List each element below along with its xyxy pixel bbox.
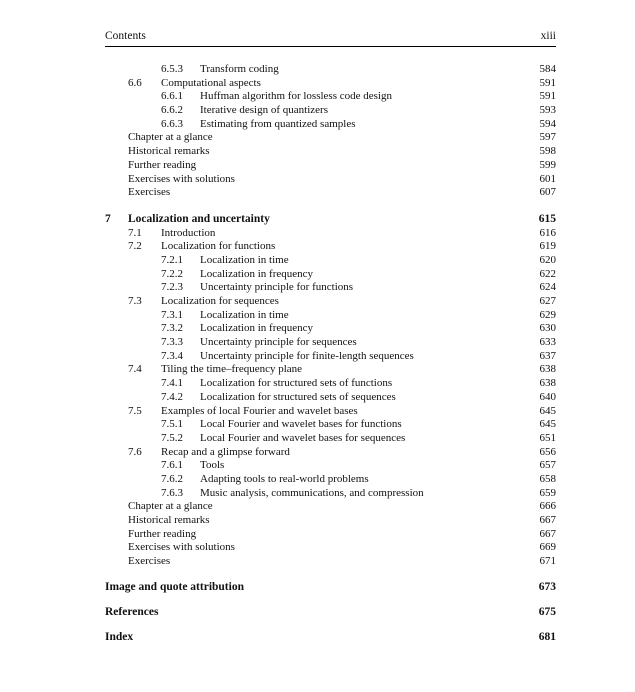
entry-title: Huffman algorithm for lossless code design: [200, 90, 392, 103]
entry-title: Image and quote attribution: [105, 580, 244, 593]
entry-page: 659: [539, 486, 556, 499]
entry-number: 7.2.3: [161, 281, 183, 294]
entry-page: 658: [539, 472, 556, 485]
entry-number: 6.6.2: [161, 104, 183, 117]
entry-page: 597: [539, 131, 556, 144]
entry-left: [105, 173, 235, 187]
entry-left: [105, 473, 369, 487]
table-of-contents: [105, 63, 556, 569]
entry-left: [105, 377, 392, 391]
entry-left: [105, 405, 358, 419]
toc-entry: [105, 541, 556, 555]
entry-title: Recap and a glimpse forward: [161, 445, 290, 458]
entry-title: Chapter at a glance: [128, 500, 213, 513]
toc-entry: [105, 90, 556, 104]
entry-left: [105, 541, 235, 555]
entry-left: [105, 281, 353, 295]
entry-left: [105, 227, 215, 241]
entry-page: 598: [539, 145, 556, 158]
toc-entry: [105, 159, 556, 173]
entry-number: 7.4.1: [161, 377, 183, 390]
entry-left: [105, 500, 213, 514]
entry-number: 6.6: [128, 76, 142, 89]
entry-title: Uncertainty principle for finite-length sequences: [200, 349, 414, 362]
entry-page: 620: [539, 253, 556, 266]
entry-left: [105, 322, 313, 336]
entry-title: Exercises with solutions: [128, 172, 235, 185]
toc-entry: [105, 63, 556, 77]
toc-entry: [105, 581, 556, 595]
entry-left: [105, 268, 313, 282]
entry-title: References: [105, 605, 159, 618]
entry-left: [105, 159, 196, 173]
entry-left: [105, 90, 392, 104]
entry-left: [105, 336, 357, 350]
entry-number: 7.6.3: [161, 486, 183, 499]
entry-page: 593: [539, 104, 556, 117]
entry-left: [105, 63, 279, 77]
entry-page: 640: [539, 390, 556, 403]
entry-title: Localization in frequency: [200, 322, 314, 335]
entry-page: 601: [539, 172, 556, 185]
entry-page: 624: [539, 281, 556, 294]
toc-entry: [105, 418, 556, 432]
entry-title: Iterative design of quantizers: [200, 104, 328, 117]
entry-title: Tiling the time–frequency plane: [161, 363, 303, 376]
toc-entry: [105, 405, 556, 419]
entry-number: 7.2.2: [161, 267, 183, 280]
toc-entry: [105, 514, 556, 528]
entry-left: [105, 363, 302, 377]
entry-left: [105, 295, 279, 309]
entry-title: Computational aspects: [161, 76, 261, 89]
entry-page: 615: [538, 212, 556, 225]
entry-title: Local Fourier and wavelet bases for sequences: [200, 431, 406, 444]
entry-title: Transform coding: [200, 63, 279, 75]
entry-page: 591: [539, 90, 556, 103]
entry-page: 627: [539, 295, 556, 307]
entry-number: 6.6.3: [161, 117, 183, 130]
entry-left: [105, 391, 396, 405]
entry-left: [105, 555, 170, 569]
entry-title: Index: [105, 631, 134, 644]
toc-entry: [105, 377, 556, 391]
entry-left: [105, 446, 290, 460]
entry-page: 637: [539, 349, 556, 362]
entry-page: 681: [538, 631, 556, 644]
toc-entry: [105, 446, 556, 460]
entry-number: 7.3: [128, 295, 142, 307]
chapter-partial-block: [105, 63, 556, 200]
entry-left: [105, 77, 261, 91]
entry-number: 7.3.4: [161, 349, 183, 362]
toc-entry: [105, 254, 556, 268]
entry-left: [105, 131, 213, 145]
entry-number: 7: [105, 212, 111, 225]
entry-title: Localization in frequency: [200, 267, 314, 280]
entry-title: Further reading: [128, 158, 197, 171]
toc-entry: [105, 145, 556, 159]
entry-title: Exercises: [128, 555, 171, 568]
toc-entry: [105, 432, 556, 446]
entry-page: 630: [539, 322, 556, 335]
chapter-block: [105, 213, 556, 569]
entry-number: 7.3.1: [161, 308, 183, 321]
entry-page: 629: [539, 308, 556, 321]
toc-entry: [105, 227, 556, 241]
toc-entry: [105, 459, 556, 473]
entry-title: Localization for structured sets of functions: [200, 377, 393, 390]
entry-title: Localization in time: [200, 308, 289, 321]
entry-number: 7.5.1: [161, 418, 183, 431]
header-title: Contents: [105, 30, 146, 42]
entry-title: Music analysis, communications, and compression: [200, 486, 424, 499]
toc-entry: [105, 104, 556, 118]
entry-title: Introduction: [161, 226, 216, 239]
toc-entry: [105, 268, 556, 282]
entry-left: [105, 240, 275, 254]
entry-title: Uncertainty principle for functions: [200, 281, 354, 294]
entry-number: 7.2.1: [161, 253, 183, 266]
entry-number: 6.5.3: [161, 63, 183, 75]
entry-page: 656: [539, 445, 556, 458]
entry-title: Historical remarks: [128, 145, 210, 158]
entry-number: 7.3.2: [161, 322, 183, 335]
entry-page: 584: [539, 63, 556, 75]
entry-left: [105, 514, 210, 528]
entry-title: Localization in time: [200, 253, 289, 266]
entry-left: [105, 309, 289, 323]
entry-page: 607: [539, 186, 556, 199]
entry-left: [105, 418, 402, 432]
entry-number: 7.5.2: [161, 431, 183, 444]
toc-entry: [105, 363, 556, 377]
toc-entry: [105, 131, 556, 145]
entry-title: Localization and uncertainty: [128, 212, 270, 225]
toc-entry: [105, 186, 556, 200]
entry-page: 666: [539, 500, 556, 513]
entry-number: 7.4.2: [161, 390, 183, 403]
entry-title: Historical remarks: [128, 514, 210, 526]
entry-page: 591: [539, 76, 556, 89]
entry-number: 6.6.1: [161, 90, 183, 103]
entry-title: Local Fourier and wavelet bases for functions: [200, 418, 402, 431]
header-page-number: xiii: [540, 30, 556, 42]
entry-left: [105, 186, 170, 200]
entry-page: 675: [538, 605, 556, 618]
toc-entry: [105, 487, 556, 501]
entry-left: [105, 145, 210, 159]
entry-left: [105, 254, 289, 268]
toc-entry: [105, 240, 556, 254]
toc-entry: [105, 473, 556, 487]
entry-number: 7.4: [128, 363, 142, 376]
toc-entry: [105, 118, 556, 132]
page-content: [105, 0, 556, 645]
toc-entry: [105, 281, 556, 295]
entry-number: 7.6.2: [161, 472, 183, 485]
entry-page: 651: [539, 431, 556, 444]
entry-left: [105, 104, 328, 118]
header-rule: [105, 46, 556, 47]
entry-left: [105, 487, 424, 501]
entry-title: Localization for functions: [161, 240, 276, 253]
entry-page: 633: [539, 336, 556, 349]
entry-page: 667: [539, 527, 556, 540]
toc-entry: [105, 173, 556, 187]
entry-title: Tools: [200, 459, 225, 472]
toc-entry: [105, 350, 556, 364]
toc-entry: [105, 295, 556, 309]
running-header: [105, 30, 556, 42]
entry-page: 594: [539, 117, 556, 130]
entry-number: 7.6: [128, 445, 142, 458]
entry-title: Localization for structured sets of sequences: [200, 390, 396, 403]
toc-entry: [105, 631, 556, 645]
entry-left: [105, 118, 356, 132]
entry-number: 7.3.3: [161, 336, 183, 349]
entry-page: 638: [539, 363, 556, 376]
toc-entry: [105, 309, 556, 323]
entry-page: 645: [539, 404, 556, 417]
entry-page: 667: [539, 514, 556, 526]
entry-number: 7.1: [128, 226, 142, 239]
entry-number: 7.2: [128, 240, 142, 253]
toc-entry: [105, 336, 556, 350]
entry-title: Adapting tools to real-world problems: [200, 472, 369, 485]
entry-left: [105, 459, 224, 473]
entry-left: [105, 213, 270, 227]
toc-entry: [105, 213, 556, 227]
toc-entry: [105, 528, 556, 542]
entry-title: Localization for sequences: [161, 295, 279, 307]
entry-title: Exercises with solutions: [128, 541, 235, 554]
entry-page: 657: [539, 459, 556, 472]
toc-entry: [105, 391, 556, 405]
backmatter-entries: [105, 581, 556, 645]
entry-left: [105, 432, 405, 446]
entry-page: 669: [539, 541, 556, 554]
entry-title: Examples of local Fourier and wavelet bases: [161, 404, 358, 417]
entry-page: 673: [538, 580, 556, 593]
entry-page: 599: [539, 158, 556, 171]
toc-entry: [105, 322, 556, 336]
entry-title: Uncertainty principle for sequences: [200, 336, 357, 349]
entry-page: 671: [539, 555, 556, 568]
entry-title: Exercises: [128, 186, 171, 199]
entry-title: Further reading: [128, 527, 197, 540]
entry-title: Chapter at a glance: [128, 131, 213, 144]
entry-left: [105, 350, 414, 364]
toc-entry: [105, 500, 556, 514]
toc-entry: [105, 606, 556, 620]
entry-page: 638: [539, 377, 556, 390]
toc-entry: [105, 555, 556, 569]
entry-page: 619: [539, 240, 556, 253]
entry-page: 616: [539, 226, 556, 239]
entry-page: 645: [539, 418, 556, 431]
entry-number: 7.5: [128, 404, 142, 417]
entry-title: Estimating from quantized samples: [200, 117, 356, 130]
entry-number: 7.6.1: [161, 459, 183, 472]
entry-left: [105, 528, 196, 542]
entry-page: 622: [539, 267, 556, 280]
toc-entry: [105, 77, 556, 91]
